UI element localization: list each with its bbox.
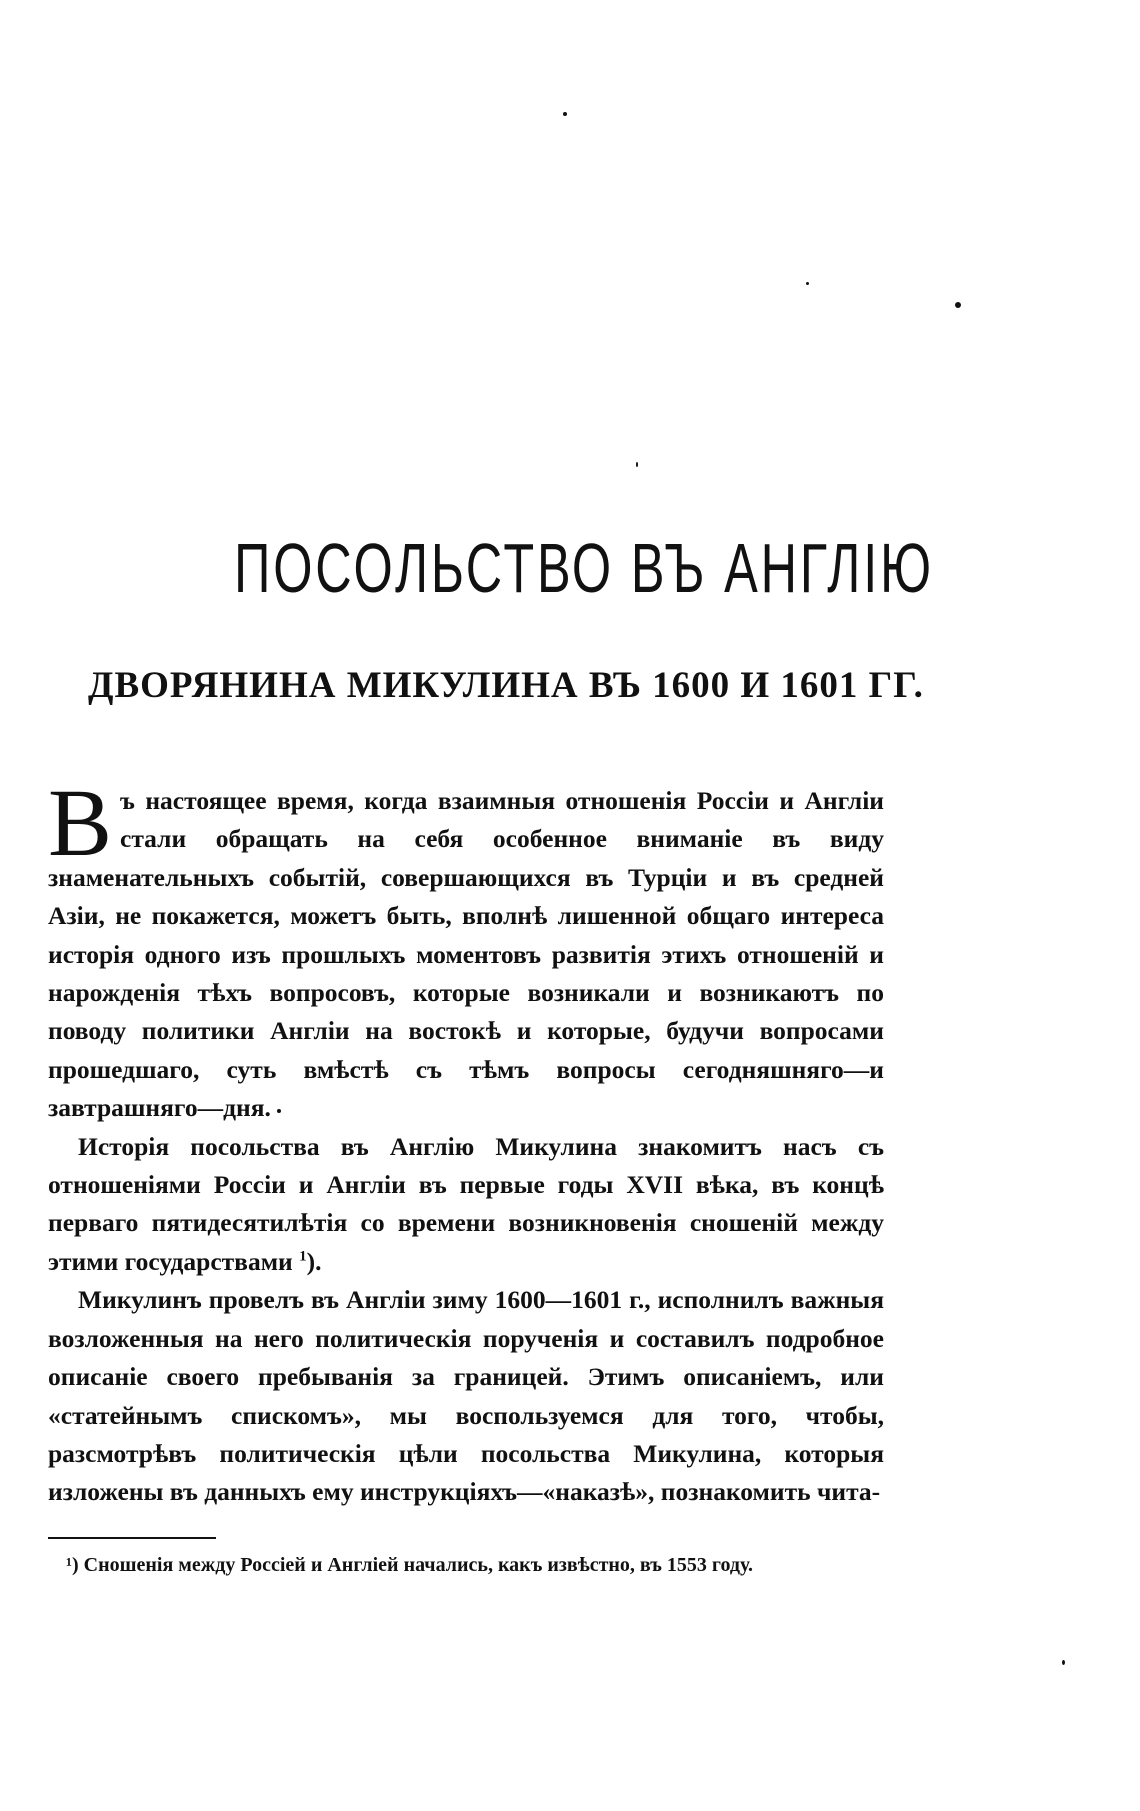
scan-speck — [955, 302, 961, 308]
paragraph-2 — [48, 1128, 884, 1282]
scan-speck — [277, 1109, 281, 1113]
paragraph-3 — [48, 1281, 884, 1511]
footnote — [66, 1554, 886, 1577]
paragraph-3-text: Микулинъ провелъ въ Англіи зиму 1600—1601 г., исполнилъ важныя возложенныя на него политическія порученія и составилъ подробное описаніе своего пребыванія за границей. Этимъ описаніемъ, или «статейнымъ спискомъ», мы воспользуемся для того, чтобы, разсмотрѣвъ политическія цѣли посольства Микулина, которыя изложены въ данныхъ ему инструкціяхъ—«наказѣ», познакомить чита- — [48, 1285, 884, 1507]
scan-speck — [563, 112, 567, 116]
paragraph-1-text: ъ настоящее время, когда взаимныя отношенія Россіи и Англіи стали обращать на себя особенное вниманіе въ виду знаменательныхъ событій, совершающихся въ Турціи и въ средней Азіи, не покажется, можетъ быть, вполнѣ лишенной общаго интереса исторія одного изъ прошлыхъ моментовъ развитія этихъ отношеній и нарожденія тѣхъ вопросовъ, которые возникали и возникаютъ по поводу политики Англіи на востокѣ и которые, будучи вопросами прошедшаго, суть вмѣстѣ съ тѣмъ вопросы сегодняшняго—и завтрашняго—дня. — [48, 786, 884, 1123]
scan-speck — [1062, 1660, 1065, 1665]
drop-cap: В — [48, 769, 113, 876]
scan-speck — [636, 462, 638, 467]
scan-speck — [806, 282, 809, 285]
page-title: ПОСОЛЬСТВО ВЪ АНГЛІЮ — [234, 529, 934, 607]
page-subtitle: ДВОРЯНИНА МИКУЛИНА ВЪ 1600 И 1601 ГГ. — [88, 665, 924, 706]
paragraph-2-tail: ). — [306, 1246, 322, 1276]
paragraph-2-text: Исторія посольства въ Англію Микулина знакомитъ насъ съ отношеніями Россіи и Англіи въ первые годы XVII вѣка, въ концѣ перваго пятидесятилѣтія со времени возникновенія сношеній между этими государствами — [48, 1131, 884, 1276]
footnote-marker: ¹) — [66, 1554, 79, 1576]
footnote-reference[interactable]: 1 — [299, 1248, 307, 1265]
footnote-text: Сношенія между Россіей и Англіей начались, какъ извѣстно, въ 1553 году. — [83, 1554, 754, 1576]
paragraph-1 — [48, 769, 884, 1128]
body-text — [48, 769, 884, 1512]
footnote-divider — [48, 1537, 216, 1539]
